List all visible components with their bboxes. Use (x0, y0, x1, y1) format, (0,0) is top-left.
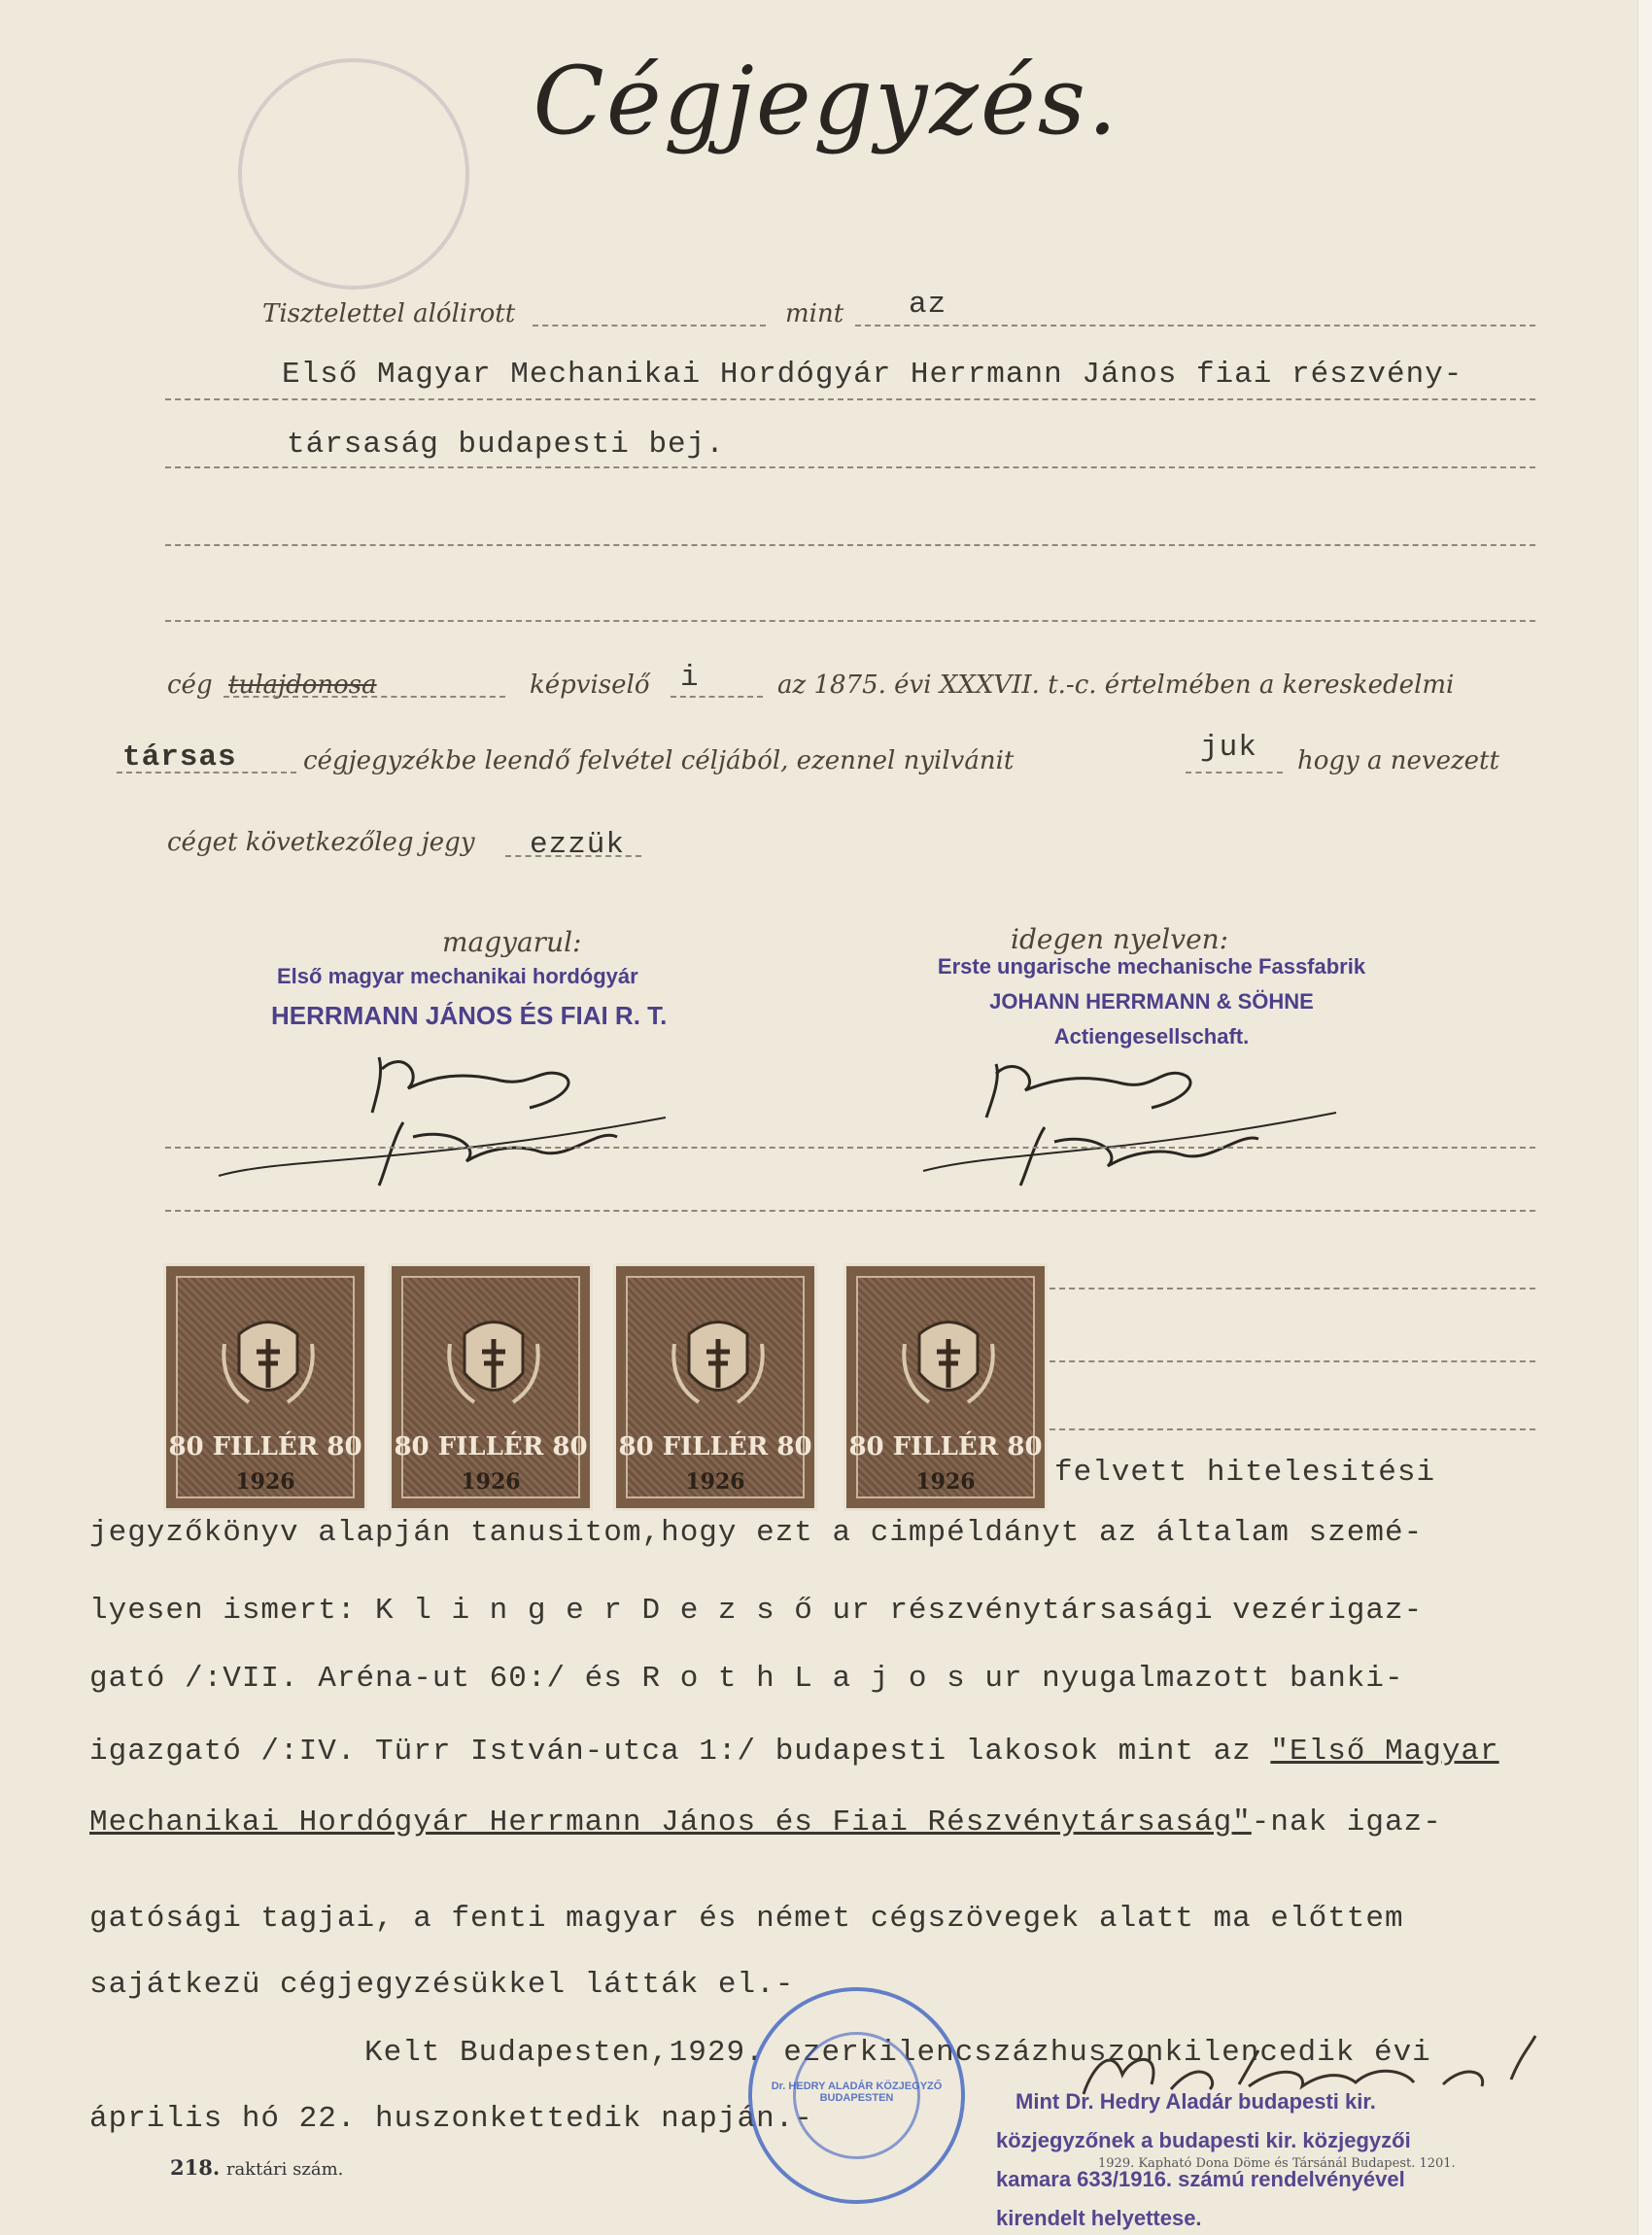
company-name-line1: Első Magyar Mechanikai Hordógyár Herrmann János fiai részvény- (282, 358, 1463, 392)
form-line1-prefix: Tisztelettel alólirott (262, 299, 516, 328)
form-tulajdonosa: tulajdonosa (228, 670, 377, 700)
stamp-value: 80 FILLÉR 80 (168, 1432, 362, 1461)
archive-number: 218. (170, 2155, 221, 2180)
signature-right (918, 1030, 1365, 1195)
notary-seal-text: Dr. HEDRY ALADÁR KÖZJEGYZŐ BUDAPESTEN (771, 2080, 943, 2104)
blank-line (165, 398, 1535, 400)
form-line1-mint: mint (785, 299, 844, 328)
stamp-year: 1926 (235, 1469, 295, 1495)
revenue-stamp (613, 1263, 817, 1511)
blank-line (165, 466, 1535, 468)
stamp-year: 1926 (685, 1469, 745, 1495)
notary-line1: Mint Dr. Hedry Aladár budapesti kir. (1015, 2089, 1376, 2114)
form-tarsas: társas (122, 740, 237, 774)
form-kepviselo-fill: i (680, 661, 700, 695)
notary-line2: közjegyzőnek a budapesti kir. közjegyzői (996, 2128, 1411, 2152)
form-ceg: cég (167, 670, 213, 700)
revenue-stamp (389, 1263, 593, 1511)
cert-line4: gató /:VII. Aréna-ut 60:/ és R o t h L a j o s ur nyugalmazott banki- (89, 1662, 1404, 1696)
cert-company-name-start: "Első Magyar (1270, 1735, 1499, 1769)
coat-of-arms-icon (670, 1305, 767, 1412)
blank-line (165, 620, 1535, 622)
form-line-b: cégjegyzékbe leendő felvétel céljából, ezennel nyilvánit (303, 746, 1015, 775)
notary-seal (748, 1987, 965, 2204)
stamp-hu-line1: Első magyar mechanikai hordógyár (277, 964, 638, 988)
archive-number-footer (170, 2155, 343, 2180)
cert-line9: Kelt Budapesten,1929. ezerkilencszázhuszonkilencedik évi (364, 2036, 1431, 2070)
coat-of-arms-icon (900, 1305, 997, 1412)
blank-line (165, 1147, 1535, 1149)
form-kepviselo: képviselő (530, 670, 650, 700)
form-juk: juk (1200, 731, 1257, 765)
label-idegen-nyelven: idegen nyelven: (1011, 923, 1229, 955)
stamp-de-line1: Erste ungarische mechanische Fassfabrik (937, 954, 1366, 979)
stamp-de-line2: JOHANN HERRMANN & SÖHNE (989, 989, 1314, 1014)
cert-company-name: Mechanikai Hordógyár Herrmann János és Fiai Részvénytársaság" (89, 1805, 1252, 1840)
printer-imprint: 1929. Kapható Dona Döme és Társánál Budapest. 1201. (1098, 2156, 1456, 2171)
revenue-stamp (843, 1263, 1048, 1511)
company-stamp-hungarian (271, 964, 668, 1031)
cert-line5-text: igazgató /:IV. Türr István-utca 1:/ budapesti lakosok mint az (89, 1735, 1271, 1769)
cert-line7: gatósági tagjai, a fenti magyar és német cégszövegek alatt ma előttem (89, 1902, 1404, 1936)
blank-line (165, 544, 1535, 546)
blank-line (1050, 1288, 1535, 1289)
document-title: Cégjegyzés. (533, 47, 1119, 155)
revenue-stamp (163, 1263, 367, 1511)
company-name-line2: társaság budapesti bej. (287, 428, 725, 462)
revenue-stamps-strip (163, 1263, 1057, 1511)
blank-line (533, 325, 766, 327)
stamp-value: 80 FILLÉR 80 (848, 1432, 1043, 1461)
blank-line (505, 855, 641, 857)
blank-line (165, 1210, 1535, 1212)
cert-line2: jegyzőkönyv alapján tanusitom,hogy ezt a cimpéldányt az általam szemé- (89, 1516, 1424, 1550)
blank-line (671, 696, 763, 698)
blank-line (1186, 772, 1283, 774)
cert-line5 (89, 1735, 1499, 1769)
cert-line10: április hó 22. huszonkettedik napján.- (89, 2102, 813, 2136)
form-line1-fill: az (909, 288, 947, 322)
cert-line6 (89, 1805, 1442, 1840)
blank-line (117, 772, 296, 774)
archive-label: raktári szám. (225, 2159, 344, 2180)
form-hogy: hogy a nevezett (1297, 746, 1499, 775)
stamp-year: 1926 (915, 1469, 976, 1495)
stamp-hu-line2: HERRMANN JÁNOS ÉS FIAI R. T. (271, 1001, 668, 1030)
cert-line6-text: -nak igaz- (1251, 1805, 1442, 1840)
notary-line4: kirendelt helyettese. (996, 2206, 1202, 2230)
notary-line3: kamara 633/1916. számú rendelvényével (996, 2167, 1405, 2191)
label-magyarul: magyarul: (442, 926, 582, 958)
cert-line8: sajátkezü cégjegyzésükkel látták el.- (89, 1968, 795, 2002)
blank-line (224, 696, 505, 698)
cert-line1: felvett hitelesitési (1054, 1456, 1436, 1490)
signature-left (209, 1030, 695, 1195)
form-ezzuk: ezzük (530, 828, 626, 862)
coat-of-arms-icon (445, 1305, 542, 1412)
stamp-year: 1926 (461, 1469, 521, 1495)
stamp-de-line3: Actiengesellschaft. (1053, 1024, 1250, 1049)
cert-line3: lyesen ismert: K l i n g e r D e z s ő ur részvénytársasági vezérigaz- (89, 1594, 1424, 1628)
blank-line (855, 325, 1535, 327)
stamp-value: 80 FILLÉR 80 (394, 1432, 588, 1461)
blank-line (1050, 1360, 1535, 1362)
form-law-text: az 1875. évi XXXVII. t.-c. értelmében a kereskedelmi (777, 670, 1455, 700)
stamp-value: 80 FILLÉR 80 (618, 1432, 812, 1461)
form-line-c: céget következőleg jegy (167, 828, 475, 857)
coat-of-arms-icon (220, 1305, 317, 1412)
blank-line (1050, 1428, 1535, 1430)
